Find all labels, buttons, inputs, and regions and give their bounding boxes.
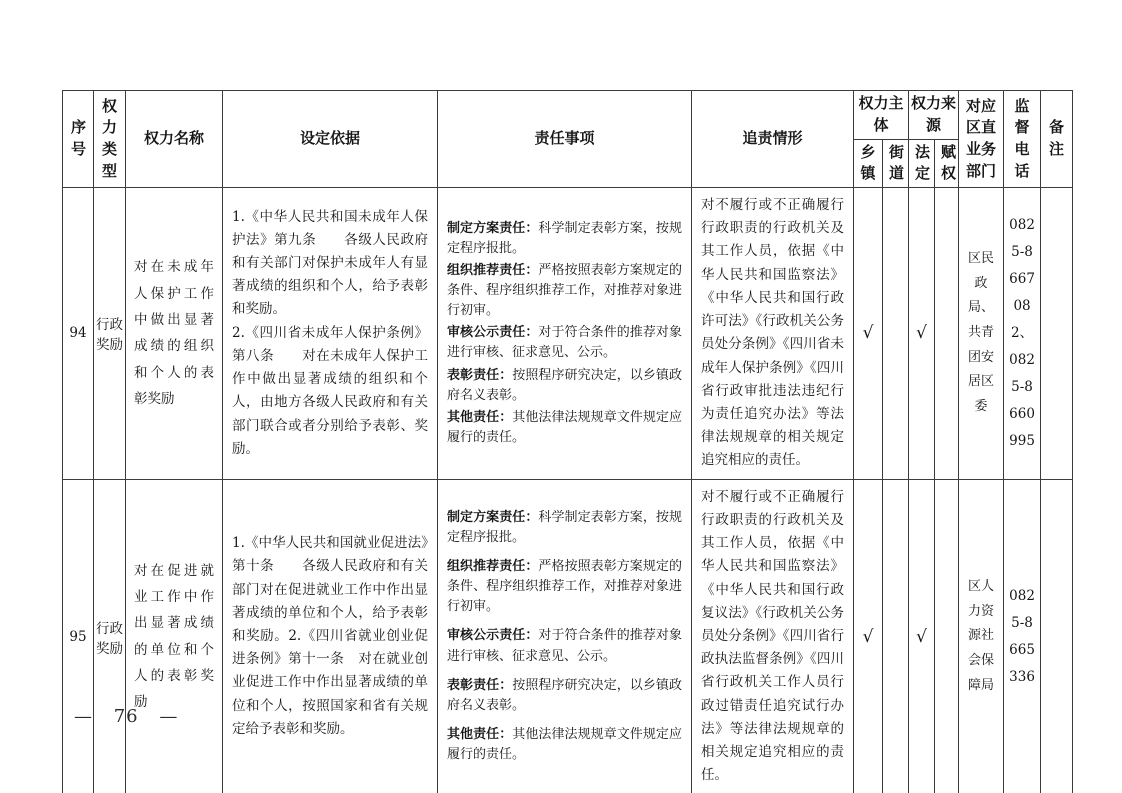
header-district-dept: 对应区直业务部门 — [959, 91, 1004, 188]
duty-text: 科学制定表彰方案，按规定程序报批。 — [447, 220, 682, 256]
cell-power-name: 对在未成年人保护工作中做出显著成绩的组织和个人的表彰奖励 — [126, 188, 223, 480]
page-number: — 76 — — [74, 706, 179, 727]
duty-text: 对于符合条件的推荐对象进行审核、征求意见、公示。 — [447, 325, 682, 361]
cell-district-dept: 区人力资源社会保障局 — [959, 479, 1004, 793]
legal-basis-paragraph: 1.《中华人民共和国就业促进法》第十条 各级人民政府和有关部门对在促进就业工作中作出显著成绩的单位和个人，给予表彰和奖励。2.《四川省就业创业促进条例》第十一条 对在就业创业促进工作中作出显著成绩的单位和个人，按照国家和省有关规定给予表彰和奖励。 — [232, 535, 428, 737]
duty-item — [447, 626, 682, 666]
header-power-name: 权力名称 — [126, 91, 223, 188]
statutory-checkmark: √ — [909, 479, 935, 793]
duty-text: 按照程序研究决定，以乡镇政府名义表彰。 — [447, 677, 682, 713]
cell-duties — [438, 479, 692, 793]
cell-district-dept: 区民政局、共青团安居区委 — [959, 188, 1004, 480]
duty-label: 制定方案责任： — [447, 220, 539, 236]
empowered-checkmark — [935, 479, 959, 793]
header-supervision-phone: 监督电话 — [1004, 91, 1041, 188]
cell-supervision-phone: 0825-8665336 — [1004, 479, 1041, 793]
township-checkmark: √ — [854, 479, 883, 793]
header-statutory: 法定 — [909, 139, 935, 188]
cell-remarks — [1041, 479, 1073, 793]
header-street: 街道 — [883, 139, 909, 188]
duty-text: 按照程序研究决定，以乡镇政府名义表彰。 — [447, 367, 682, 403]
header-power-source: 权力来源 — [909, 91, 959, 140]
power-list-table — [62, 90, 1073, 793]
cell-accountability: 对不履行或不正确履行行政职责的行政机关及其工作人员，依据《中华人民共和国监察法》《中华人民共和国行政许可法》《行政机关公务员处分条例》《四川省未成年人保护条例》《四川省行政审批违法违纪行为责任追究办法》等法律法规规章的相关规定追究相应的责任。 — [692, 188, 854, 480]
cell-legal-basis — [223, 188, 438, 480]
duty-item — [447, 261, 682, 321]
duty-label: 其他责任： — [447, 727, 513, 743]
header-power-type: 权力类型 — [94, 91, 126, 188]
duty-item — [447, 508, 682, 548]
duty-item — [447, 725, 682, 765]
cell-seq: 94 — [63, 188, 94, 480]
header-legal-basis: 设定依据 — [223, 91, 438, 188]
duty-label: 审核公示责任： — [447, 628, 539, 644]
cell-supervision-phone: 0825-8667082、0825-8660995 — [1004, 188, 1041, 480]
header-power-subject: 权力主体 — [854, 91, 909, 140]
header-remarks: 备注 — [1041, 91, 1073, 188]
duty-item — [447, 323, 682, 363]
duty-item — [447, 557, 682, 617]
duty-text: 严格按照表彰方案规定的条件、程序组织推荐工作，对推荐对象进行初审。 — [447, 559, 682, 615]
duty-text: 严格按照表彰方案规定的条件、程序组织推荐工作，对推荐对象进行初审。 — [447, 262, 682, 319]
header-accountability: 追责情形 — [692, 91, 854, 188]
header-township: 乡镇 — [854, 139, 883, 188]
cell-power-type: 行政奖励 — [94, 188, 126, 480]
street-checkmark — [883, 188, 909, 480]
cell-legal-basis — [223, 479, 438, 793]
empowered-checkmark — [935, 188, 959, 480]
cell-seq: 95 — [63, 479, 94, 793]
header-empowered: 赋权 — [935, 139, 959, 188]
duty-label: 组织推荐责任： — [447, 559, 539, 575]
duty-label: 组织推荐责任： — [447, 262, 539, 278]
duty-label: 其他责任： — [447, 409, 513, 425]
duty-item — [447, 408, 682, 448]
duty-item — [447, 219, 682, 259]
statutory-checkmark: √ — [909, 188, 935, 480]
legal-basis-paragraph: 2.《四川省未成年人保护条例》第八条 对在未成年人保护工作中做出显著成绩的组织和个人，由地方各级人民政府和有关部门联合或者分别给予表彰、奖励。 — [232, 324, 428, 457]
duty-label: 制定方案责任： — [447, 509, 539, 525]
cell-duties — [438, 188, 692, 480]
duty-label: 表彰责任： — [447, 677, 513, 693]
township-checkmark: √ — [854, 188, 883, 480]
duty-text: 其他法律法规规章文件规定应履行的责任。 — [447, 727, 682, 763]
table-row — [63, 188, 1073, 480]
header-seq: 序号 — [63, 91, 94, 188]
cell-power-type: 行政奖励 — [94, 479, 126, 793]
duty-text: 其他法律法规规章文件规定应履行的责任。 — [447, 409, 682, 445]
header-duties: 责任事项 — [438, 91, 692, 188]
table-row — [63, 479, 1073, 793]
duty-item — [447, 366, 682, 406]
duty-item — [447, 676, 682, 716]
legal-basis-paragraph: 1.《中华人民共和国未成年人保护法》第九条 各级人民政府和有关部门对保护未成年人有显著成绩的组织和个人，给予表彰和奖励。 — [232, 208, 428, 318]
cell-power-name: 对在促进就业工作中作出显著成绩的单位和个人的表彰奖励 — [126, 479, 223, 793]
street-checkmark — [883, 479, 909, 793]
duty-label: 审核公示责任： — [447, 325, 539, 341]
cell-remarks — [1041, 188, 1073, 480]
duty-text: 科学制定表彰方案，按规定程序报批。 — [447, 509, 682, 545]
cell-accountability: 对不履行或不正确履行行政职责的行政机关及其工作人员，依据《中华人民共和国监察法》《中华人民共和国行政复议法》《行政机关公务员处分条例》《四川省行政执法监督条例》《四川省行政机关工作人员行政过错责任追究试行办法》等法律法规规章的相关规定追究相应的责任。 — [692, 479, 854, 793]
duty-label: 表彰责任： — [447, 367, 513, 383]
duty-text: 对于符合条件的推荐对象进行审核、征求意见、公示。 — [447, 628, 682, 664]
header-row-top — [63, 91, 1073, 140]
